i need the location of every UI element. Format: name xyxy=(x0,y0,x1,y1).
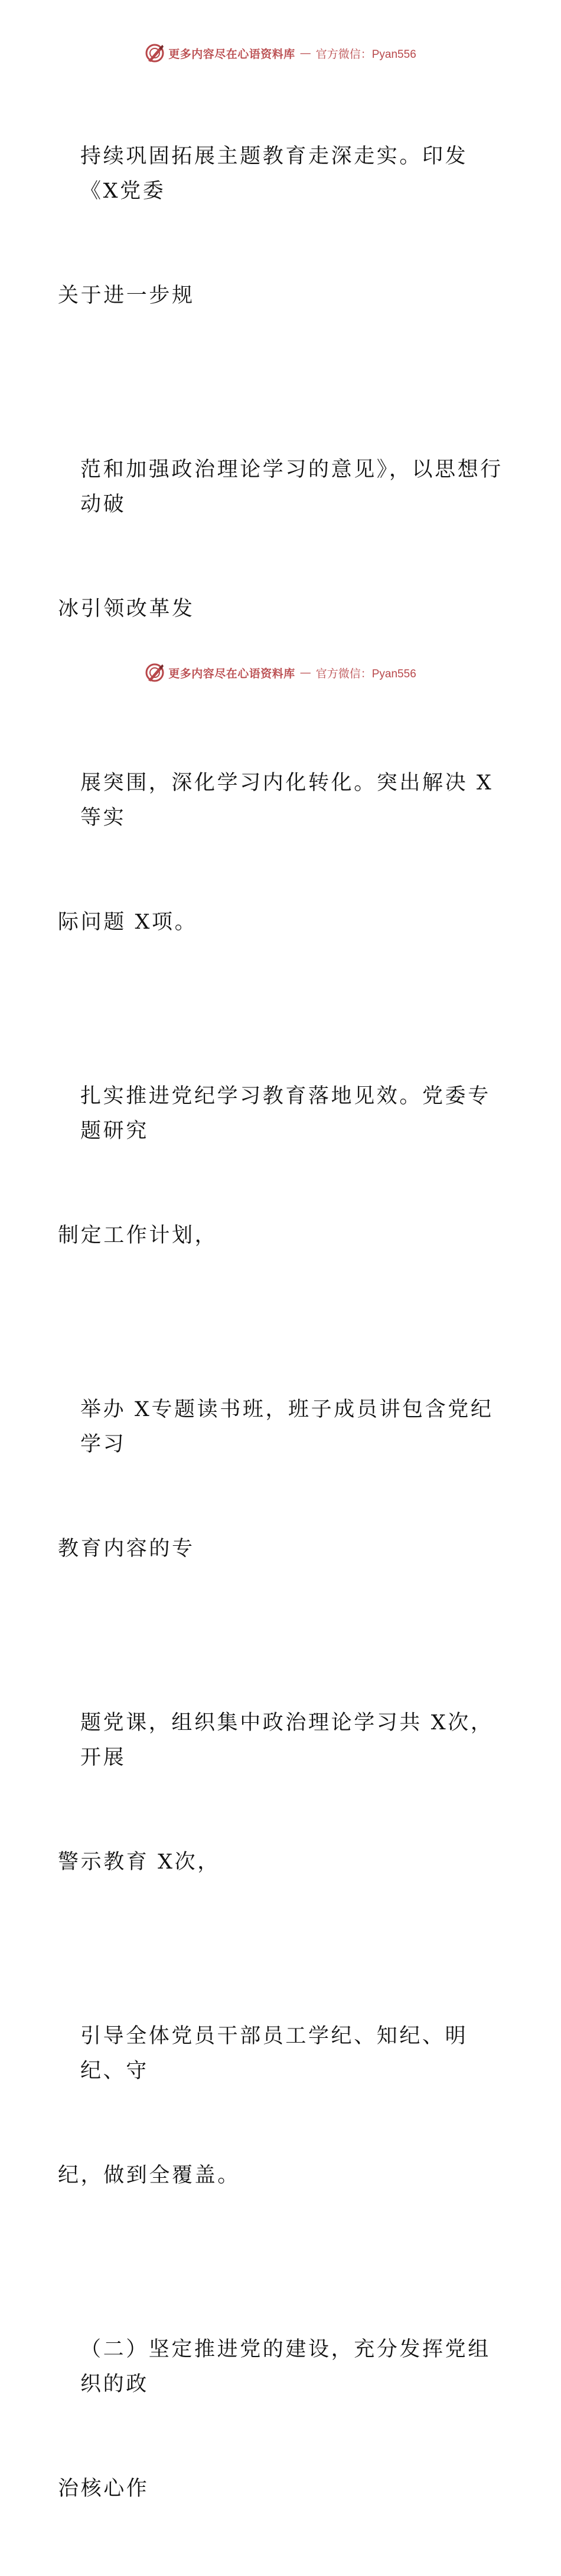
text-line: （二）坚定推进党的建设，充分发挥党组织的政 xyxy=(80,2338,491,2396)
paragraph-5 xyxy=(58,1323,507,1636)
document-body xyxy=(58,70,507,2576)
banner-text: 更多内容尽在心语资料库 xyxy=(168,667,295,680)
paragraph-1 xyxy=(58,70,507,383)
text-line: 引导全体党员干部员工学纪、知纪、明纪、守 xyxy=(80,2024,468,2083)
paragraph-2 xyxy=(58,383,507,696)
text-line: 警示教育 X次， xyxy=(58,1850,220,1874)
section-heading xyxy=(58,2263,507,2576)
paragraph-4 xyxy=(58,1010,507,1323)
text-line: 扎实推进党纪学习教育落地见效。党委专题研究 xyxy=(80,1084,491,1143)
banner-dash: — xyxy=(299,666,311,679)
header-banner xyxy=(0,41,561,65)
text-line: 展突围，深化学习内化转化。突出解决 X等实 xyxy=(80,771,494,830)
paragraph-6 xyxy=(58,1636,507,1949)
text-line: 制定工作计划， xyxy=(58,1224,218,1247)
banner-contact: 官方微信：Pyan556 xyxy=(315,667,416,680)
text-line: 举办 X专题读书班，班子成员讲包含党纪学习 xyxy=(80,1398,494,1456)
banner-dash: — xyxy=(299,47,311,60)
text-line: 冰引领改革发 xyxy=(58,597,195,621)
text-line: 纪，做到全覆盖。 xyxy=(58,2164,240,2187)
text-line: 持续巩固拓展主题教育走深走实。印发《X党委 xyxy=(80,145,468,203)
pen-logo-icon xyxy=(145,43,165,63)
text-line: 关于进一步规 xyxy=(58,284,195,307)
text-line: 范和加强政治理论学习的意见》，以思想行动破 xyxy=(80,458,503,516)
text-line: 题党课，组织集中政治理论学习共 X次，开展 xyxy=(80,1711,494,1769)
banner-text: 更多内容尽在心语资料库 xyxy=(168,47,295,61)
paragraph-7 xyxy=(58,1949,507,2263)
text-line: 治核心作 xyxy=(58,2477,149,2500)
pen-logo-icon xyxy=(145,663,165,683)
text-line: 教育内容的专 xyxy=(58,1537,195,1561)
banner-contact: 官方微信：Pyan556 xyxy=(315,48,416,61)
paragraph-3 xyxy=(58,696,507,1010)
text-line: 际问题 X项。 xyxy=(58,910,198,934)
footer-banner xyxy=(0,661,561,684)
